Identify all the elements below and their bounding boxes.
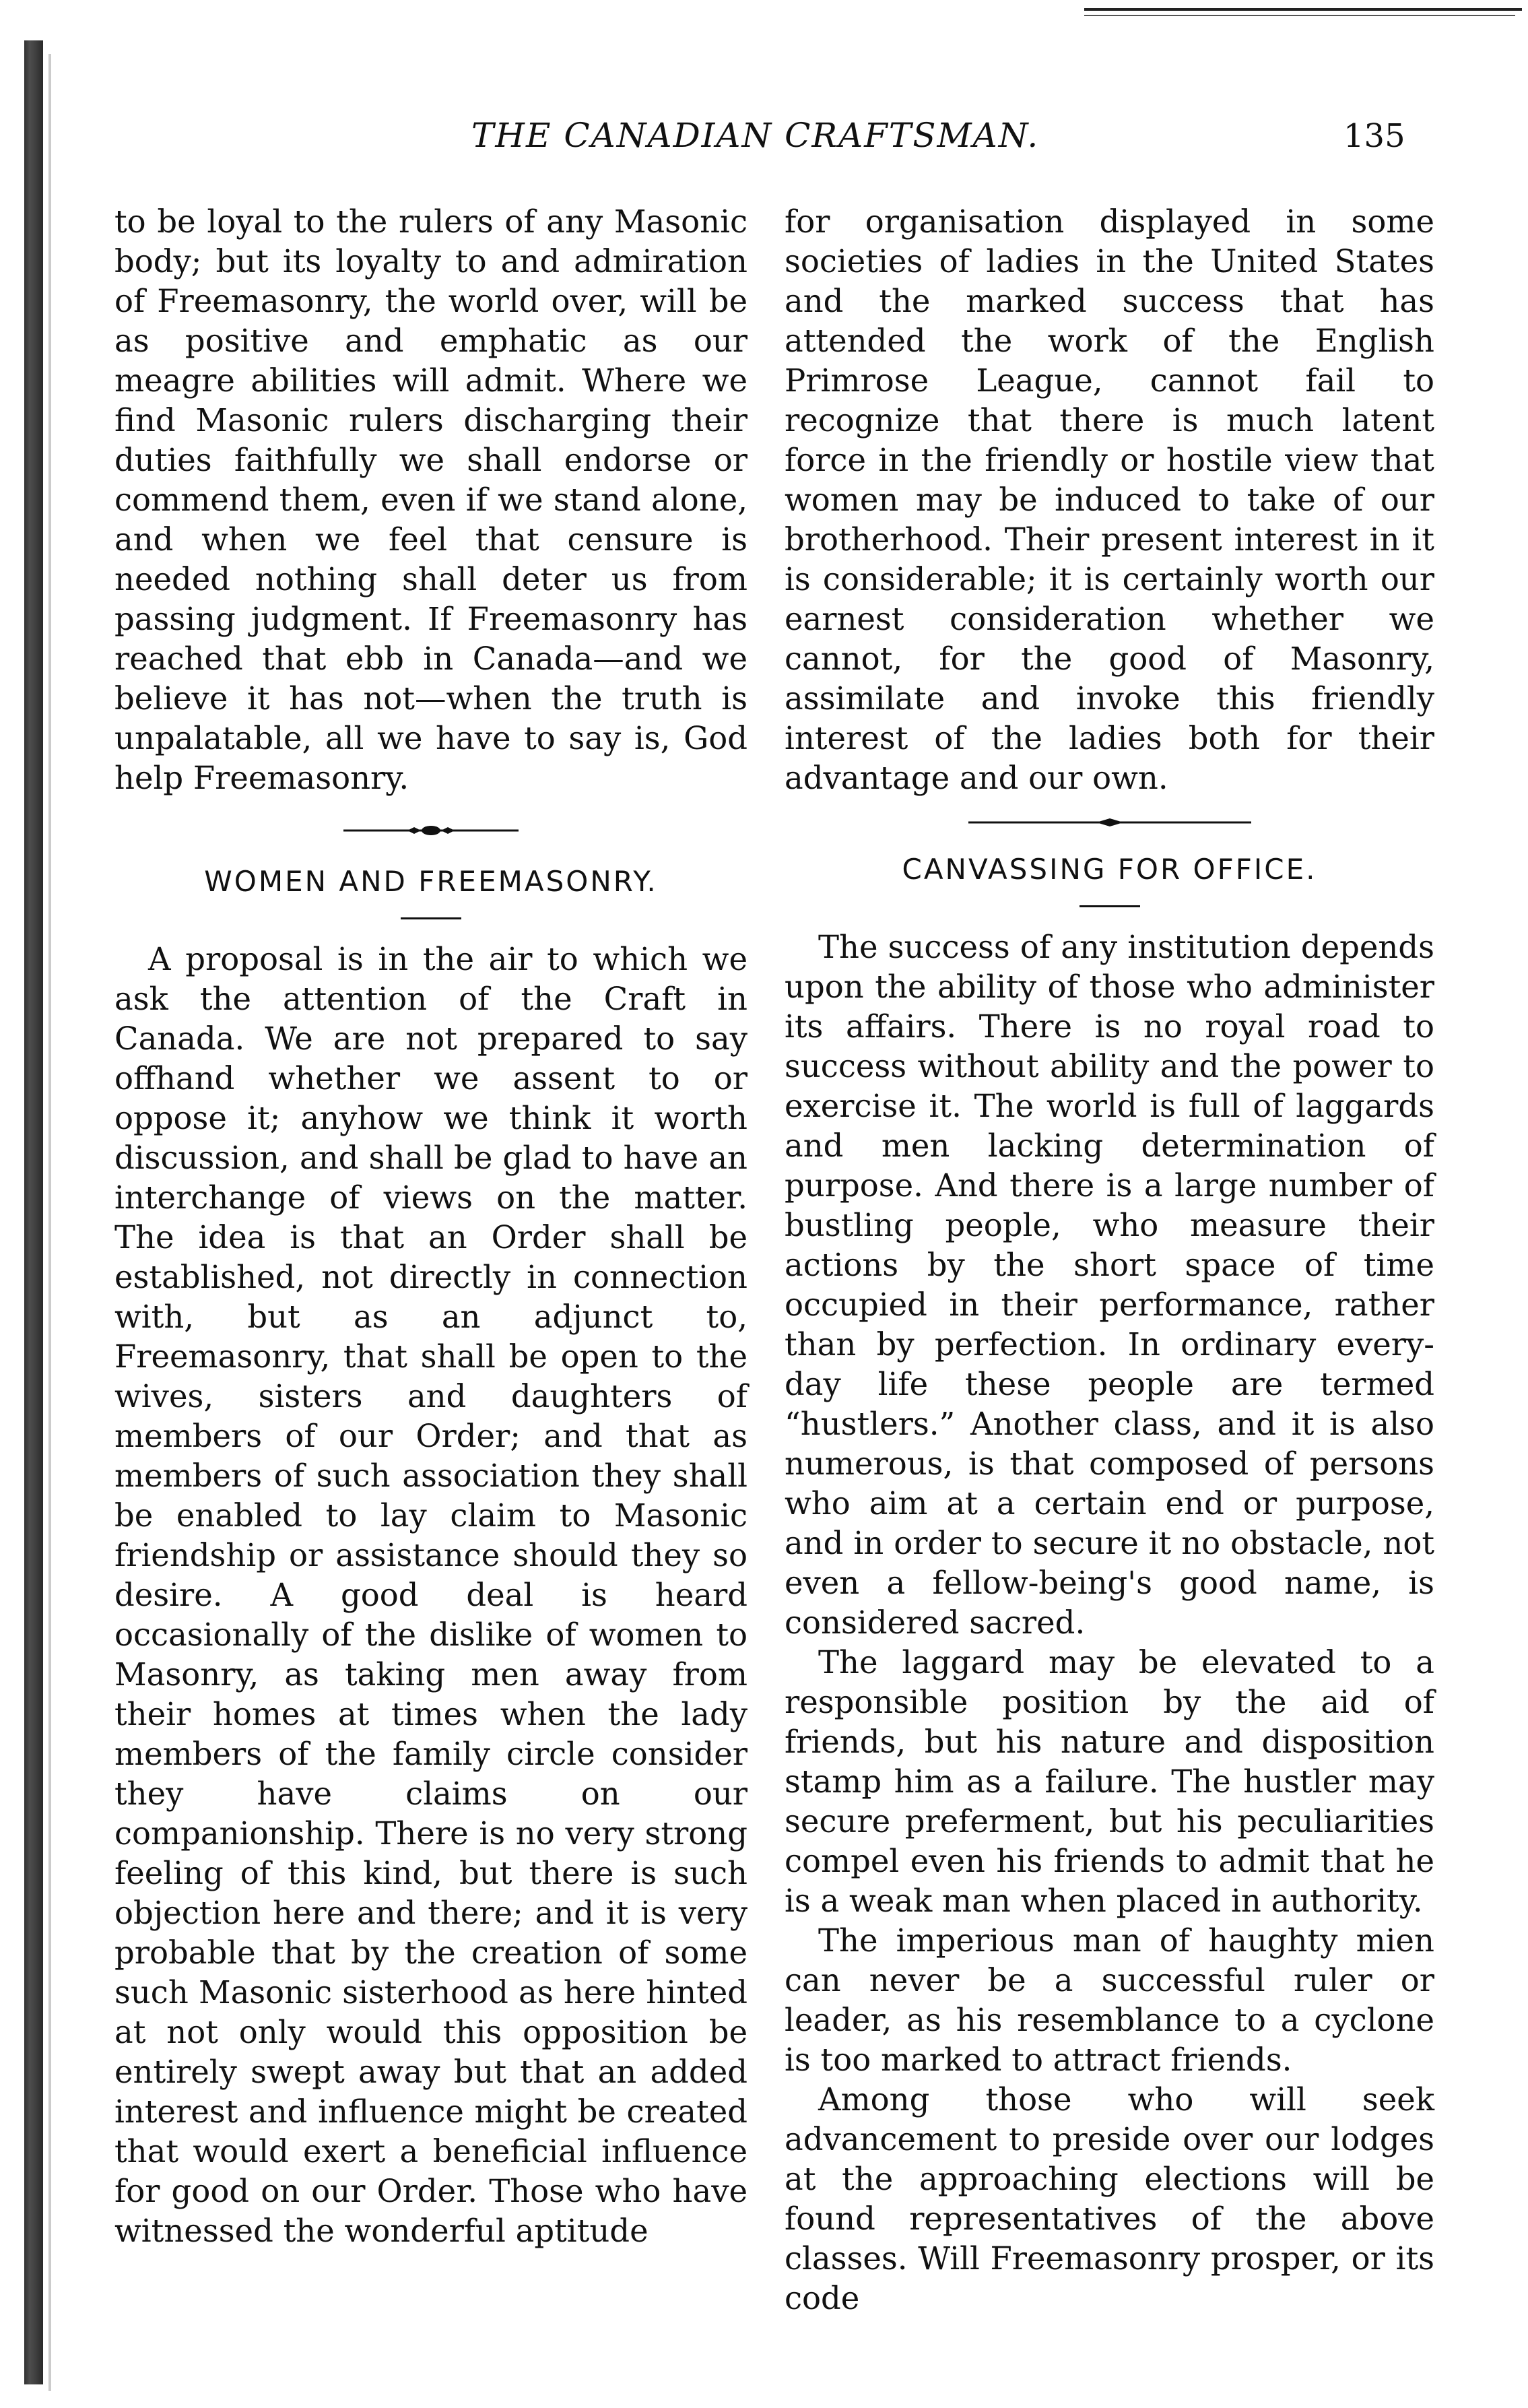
ornament-icon [968, 816, 1251, 829]
top-border-rule [1084, 8, 1522, 11]
continued-paragraph: for organisation displayed in some societies of ladies in the United States and the marked success that has attended the work of the English Primrose League, cannot fail to recognize that there is much latent force in the friendly or hostile view that women may be induced to take of our brotherhood. Their present interest in it is considerable; it is certainly worth our earnest consideration whether we cannot, for the good of Masonry, assimilate and invoke this friendly interest of the ladies both for their advantage and our own. [785, 203, 1434, 796]
article-title: CANVASSING FOR OFFICE. [902, 853, 1317, 886]
ornamental-divider [785, 802, 1434, 843]
right-column [785, 202, 1434, 2318]
article-paragraph: The imperious man of haughty mien can never be a successful ruler or leader, as his resemblance to a cyclone is too marked to attract friends. [785, 1922, 1434, 2078]
page-number: 135 [1343, 117, 1405, 155]
title-rule [1079, 905, 1140, 907]
article-paragraph: Among those who will seek advancement to preside over our lodges at the approaching elections will be found representatives of the above classes. Will Freemasonry prosper, or its code [785, 2081, 1434, 2316]
continued-paragraph: to be loyal to the rulers of any Masonic body; but its loyalty to and admiration of Freemasonry, the world over, will be as positive and emphatic as our meagre abilities will admit. Where we find Masonic rulers discharging their duties faithfully we shall endorse or commend them, even if we stand alone, and when we feel that censure is needed nothing shall deter us from passing judgment. If Freemasonry has reached that ebb in Canada—and we believe it has not—when the truth is unpalatable, all we have to say is, God help Freemasonry. [114, 203, 748, 796]
article-title: WOMEN AND FREEMASONRY. [204, 865, 658, 898]
ornamental-divider [114, 810, 748, 851]
article-paragraph: A proposal is in the air to which we ask the attention of the Craft in Canada. We are not prepared to say offhand whether we assent to or oppose it; anyhow we think it worth discussion, and shall be glad to have an interchange of views on the matter. The idea is that an Order shall be established, not directly in connection with, but as an adjunct to, Freemasonry, that shall be open to the wives, sisters and daughters of members of our Order; and that as members of such association they shall be enabled to lay claim to Masonic friendship or assistance should they so desire. A good deal is heard occasionally of the dislike of women to Masonry, as taking men away from their homes at times when the lady members of the family circle consider they have claims on our companionship. There is no very strong feeling of this kind, but there is such objection here and there; and it is very probable that by the creation of some such Masonic sisterhood as here hinted at not only would this opposition be entirely swept away but that an added interest and influence might be created that would exert a beneficial influence for good on our Order. Those who have witnessed the wonderful aptitude [114, 941, 748, 2249]
running-title: THE CANADIAN CRAFTSMAN. [471, 116, 1040, 155]
article-paragraph: The laggard may be elevated to a responsible position by the aid of friends, but his nature and disposition stamp him as a failure. The hustler may secure preferment, but his peculiarities compel even his friends to admit that he is a weak man when placed in authority. [785, 1644, 1434, 1919]
article-paragraph: The success of any institution depends upon the ability of those who administer its affairs. There is no royal road to success without ability and the power to exercise it. The world is full of laggards and men lacking determination of purpose. And there is a large number of bustling people, who measure their actions by the short space of time occupied in their performance, rather than by perfection. In ordinary every-day life these people are termed “hustlers.” Another class, and it is also numerous, is that composed of persons who aim at a certain end or purpose, and in order to secure it no obstacle, not even a fellow-being's good name, is considered sacred. [785, 929, 1434, 1641]
page-header [0, 116, 1528, 163]
binding-edge-shadow [48, 54, 51, 2391]
top-border-rule-thin [1084, 15, 1515, 16]
title-rule [401, 917, 461, 919]
ornament-icon [343, 824, 519, 837]
binding-edge [24, 40, 43, 2384]
left-column [114, 202, 748, 2251]
